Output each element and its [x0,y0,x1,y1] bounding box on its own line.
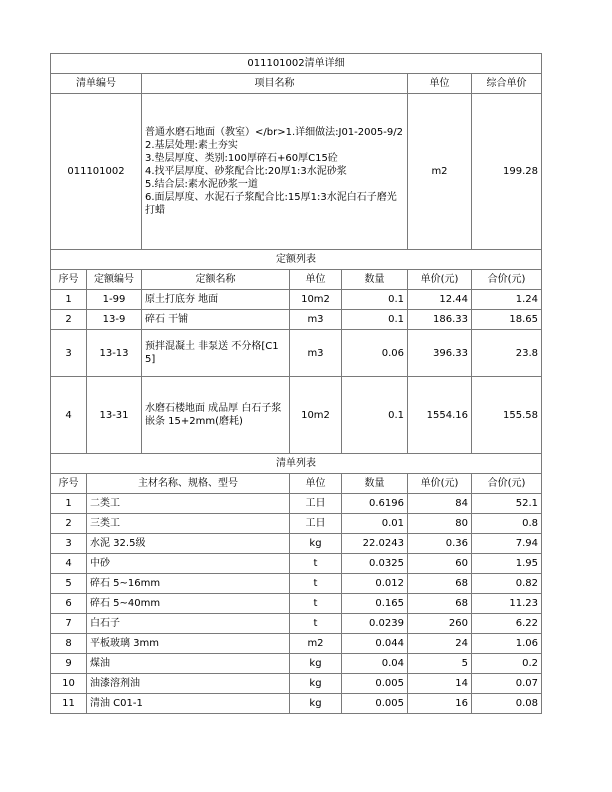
quota-qty: 0.1 [342,290,408,310]
material-no: 6 [51,594,87,614]
material-row [51,494,542,514]
quota-name: 原土打底夯 地面 [142,290,290,310]
material-price: 80 [408,514,472,534]
material-price: 84 [408,494,472,514]
material-row [51,614,542,634]
quota-total: 155.58 [472,377,542,454]
material-row [51,694,542,714]
quota-row [51,377,542,454]
material-total: 0.2 [472,654,542,674]
material-unit: t [290,614,342,634]
unit-header: 单位 [408,74,472,94]
material-name: 碎石 5~16mm [87,574,290,594]
quota-row [51,310,542,330]
quota-header-price: 单价(元) [408,270,472,290]
material-total: 7.94 [472,534,542,554]
quota-code: 13-31 [87,377,142,454]
material-price: 260 [408,614,472,634]
material-section-title: 清单列表 [51,454,542,474]
material-price: 24 [408,634,472,654]
material-qty: 0.005 [342,694,408,714]
material-row [51,634,542,654]
material-price: 68 [408,574,472,594]
price-header: 综合单价 [472,74,542,94]
quota-header-total: 合价(元) [472,270,542,290]
material-total: 1.06 [472,634,542,654]
material-no: 9 [51,654,87,674]
material-header-name: 主材名称、规格、型号 [87,474,290,494]
material-row [51,654,542,674]
quota-code: 13-9 [87,310,142,330]
material-header-qty: 数量 [342,474,408,494]
material-no: 7 [51,614,87,634]
material-header-no: 序号 [51,474,87,494]
material-qty: 0.165 [342,594,408,614]
material-price: 68 [408,594,472,614]
material-name: 油漆溶剂油 [87,674,290,694]
material-row [51,514,542,534]
material-no: 11 [51,694,87,714]
material-no: 2 [51,514,87,534]
quota-no: 4 [51,377,87,454]
material-qty: 0.044 [342,634,408,654]
material-no: 8 [51,634,87,654]
material-unit: 工日 [290,514,342,534]
quota-no: 1 [51,290,87,310]
material-qty: 0.0239 [342,614,408,634]
quota-name: 碎石 干铺 [142,310,290,330]
quota-unit: m3 [290,310,342,330]
material-name: 中砂 [87,554,290,574]
material-price: 16 [408,694,472,714]
material-name: 煤油 [87,654,290,674]
material-name: 清油 C01-1 [87,694,290,714]
material-name: 碎石 5~40mm [87,594,290,614]
item-unit: m2 [408,94,472,250]
material-header-price: 单价(元) [408,474,472,494]
material-price: 14 [408,674,472,694]
quota-header-unit: 单位 [290,270,342,290]
material-name: 白石子 [87,614,290,634]
quota-header-code: 定额编号 [87,270,142,290]
quota-unit: m3 [290,330,342,377]
quota-no: 2 [51,310,87,330]
material-qty: 0.6196 [342,494,408,514]
quota-code: 1-99 [87,290,142,310]
item-price: 199.28 [472,94,542,250]
material-qty: 0.04 [342,654,408,674]
material-unit: kg [290,534,342,554]
material-unit: t [290,554,342,574]
quota-header-name: 定额名称 [142,270,290,290]
quota-price: 396.33 [408,330,472,377]
quota-qty: 0.06 [342,330,408,377]
material-unit: kg [290,654,342,674]
quota-header-qty: 数量 [342,270,408,290]
material-qty: 0.005 [342,674,408,694]
quota-row [51,330,542,377]
material-header-total: 合价(元) [472,474,542,494]
quota-header-no: 序号 [51,270,87,290]
name-header: 项目名称 [142,74,408,94]
material-price: 60 [408,554,472,574]
quota-price: 1554.16 [408,377,472,454]
material-unit: m2 [290,634,342,654]
material-price: 5 [408,654,472,674]
quota-unit: 10m2 [290,290,342,310]
bill-detail-table [50,53,542,714]
quota-section-title: 定额列表 [51,250,542,270]
quota-code: 13-13 [87,330,142,377]
material-qty: 0.0325 [342,554,408,574]
item-description: 普通水磨石地面（教室）</br>1.详细做法:J01-2005-9/2 2.基层处理:素土夯实 3.垫层厚度、类别:100厚碎石+60厚C15砼 4.找平层厚度、砂浆配合比:20厚1:3水泥砂浆 5.结合层:素水泥砂浆一道 6.面层厚度、水泥石子浆配合比:15厚1:3水泥白石子磨光打蜡 [142,94,408,250]
material-name: 平板玻璃 3mm [87,634,290,654]
material-total: 0.82 [472,574,542,594]
material-unit: t [290,574,342,594]
material-unit: 工日 [290,494,342,514]
quota-total: 23.8 [472,330,542,377]
material-unit: kg [290,694,342,714]
quota-qty: 0.1 [342,310,408,330]
material-total: 11.23 [472,594,542,614]
quota-total: 1.24 [472,290,542,310]
material-name: 三类工 [87,514,290,534]
code-header: 清单编号 [51,74,142,94]
material-no: 1 [51,494,87,514]
quota-unit: 10m2 [290,377,342,454]
material-name: 水泥 32.5级 [87,534,290,554]
quota-name: 水磨石楼地面 成品厚 白石子浆嵌条 15+2mm(磨耗) [142,377,290,454]
quota-qty: 0.1 [342,377,408,454]
material-qty: 22.0243 [342,534,408,554]
material-row [51,674,542,694]
material-unit: kg [290,674,342,694]
material-row [51,554,542,574]
quota-price: 12.44 [408,290,472,310]
material-name: 二类工 [87,494,290,514]
table-title: 011101002清单详细 [51,54,542,74]
material-row [51,534,542,554]
material-header-unit: 单位 [290,474,342,494]
material-total: 52.1 [472,494,542,514]
material-no: 10 [51,674,87,694]
quota-row [51,290,542,310]
material-price: 0.36 [408,534,472,554]
material-total: 6.22 [472,614,542,634]
item-code: 011101002 [51,94,142,250]
material-total: 0.07 [472,674,542,694]
material-total: 1.95 [472,554,542,574]
quota-no: 3 [51,330,87,377]
material-row [51,574,542,594]
material-total: 0.8 [472,514,542,534]
material-no: 4 [51,554,87,574]
quota-name: 预拌混凝土 非泵送 不分格[C15] [142,330,290,377]
material-qty: 0.01 [342,514,408,534]
quota-price: 186.33 [408,310,472,330]
material-qty: 0.012 [342,574,408,594]
material-total: 0.08 [472,694,542,714]
material-row [51,594,542,614]
material-no: 5 [51,574,87,594]
material-no: 3 [51,534,87,554]
quota-total: 18.65 [472,310,542,330]
material-unit: t [290,594,342,614]
